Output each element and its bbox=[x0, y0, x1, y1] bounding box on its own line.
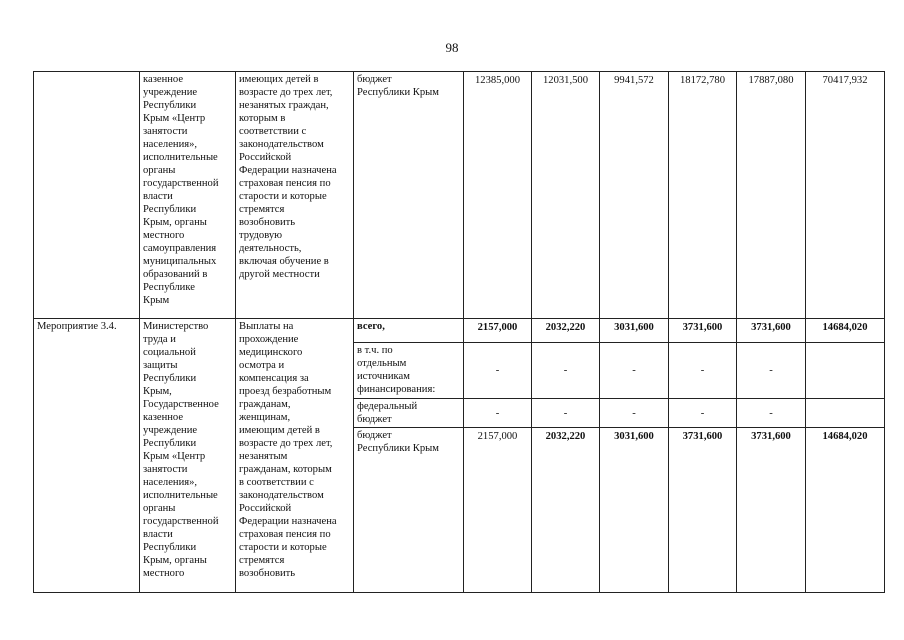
description-cell: имеющих детей в возрасте до трех лет, незанятых граждан, которым в соответствии с законодательством Российской Федерации назначена страховая пенсия по старости и которые стремятся возобновить трудовую деятельность, включая обучение в другой местности bbox=[236, 72, 354, 319]
value-cell: 2032,220 bbox=[532, 319, 600, 343]
value-cell: - bbox=[464, 399, 532, 428]
executor-cell: казенное учреждение Республики Крым «Центр занятости населения», исполнительные органы государственной власти Республики Крым, органы местного самоуправления муниципальных образований в Республике Крым bbox=[140, 72, 236, 319]
value-cell: 2157,000 bbox=[464, 428, 532, 593]
value-cell: 3731,600 bbox=[669, 319, 737, 343]
description-cell: Выплаты на прохождение медицинского осмотра и компенсация за проезд безработным гражданам, женщинам, имеющим детей в возрасте до трех лет, незанятым гражданам, которым в соответствии с законодательством Российской Федерации назначена страховая пенсия по старости и которые стремятся возобновить bbox=[236, 319, 354, 593]
value-cell: 3031,600 bbox=[600, 428, 669, 593]
executor-cell: Министерство труда и социальной защиты Республики Крым, Государственное казенное учреждение Республики Крым «Центр занятости населения», исполнительные органы государственной власти Республики Крым, органы местного bbox=[140, 319, 236, 593]
value-cell: 3731,600 bbox=[737, 428, 806, 593]
value-cell: - bbox=[532, 399, 600, 428]
value-cell: - bbox=[669, 343, 737, 399]
value-cell bbox=[806, 399, 885, 428]
value-cell: 3031,600 bbox=[600, 319, 669, 343]
table-row bbox=[34, 319, 885, 343]
value-cell: - bbox=[532, 343, 600, 399]
value-cell: - bbox=[600, 343, 669, 399]
value-cell: - bbox=[464, 343, 532, 399]
source-cell: в т.ч. по отдельным источникам финансирования: bbox=[354, 343, 464, 399]
value-cell: - bbox=[737, 399, 806, 428]
value-cell: 12385,000 bbox=[464, 72, 532, 319]
value-cell: - bbox=[669, 399, 737, 428]
value-cell: 14684,020 bbox=[806, 319, 885, 343]
value-cell: 12031,500 bbox=[532, 72, 600, 319]
value-cell: 9941,572 bbox=[600, 72, 669, 319]
value-cell: 3731,600 bbox=[669, 428, 737, 593]
value-cell: 2157,000 bbox=[464, 319, 532, 343]
source-cell: всего, bbox=[354, 319, 464, 343]
source-cell: бюджет Республики Крым bbox=[354, 428, 464, 593]
value-cell: 18172,780 bbox=[669, 72, 737, 319]
page-number: 98 bbox=[445, 40, 459, 55]
source-cell: федеральный бюджет bbox=[354, 399, 464, 428]
value-cell: - bbox=[600, 399, 669, 428]
value-cell: 14684,020 bbox=[806, 428, 885, 593]
value-cell: - bbox=[737, 343, 806, 399]
value-cell bbox=[806, 343, 885, 399]
table-row bbox=[34, 72, 885, 319]
source-cell: бюджет Республики Крым bbox=[354, 72, 464, 319]
event-cell bbox=[34, 72, 140, 319]
value-cell: 3731,600 bbox=[737, 319, 806, 343]
value-cell: 70417,932 bbox=[806, 72, 885, 319]
budget-table bbox=[33, 71, 885, 593]
value-cell: 17887,080 bbox=[737, 72, 806, 319]
event-cell: Мероприятие 3.4. bbox=[34, 319, 140, 593]
value-cell: 2032,220 bbox=[532, 428, 600, 593]
